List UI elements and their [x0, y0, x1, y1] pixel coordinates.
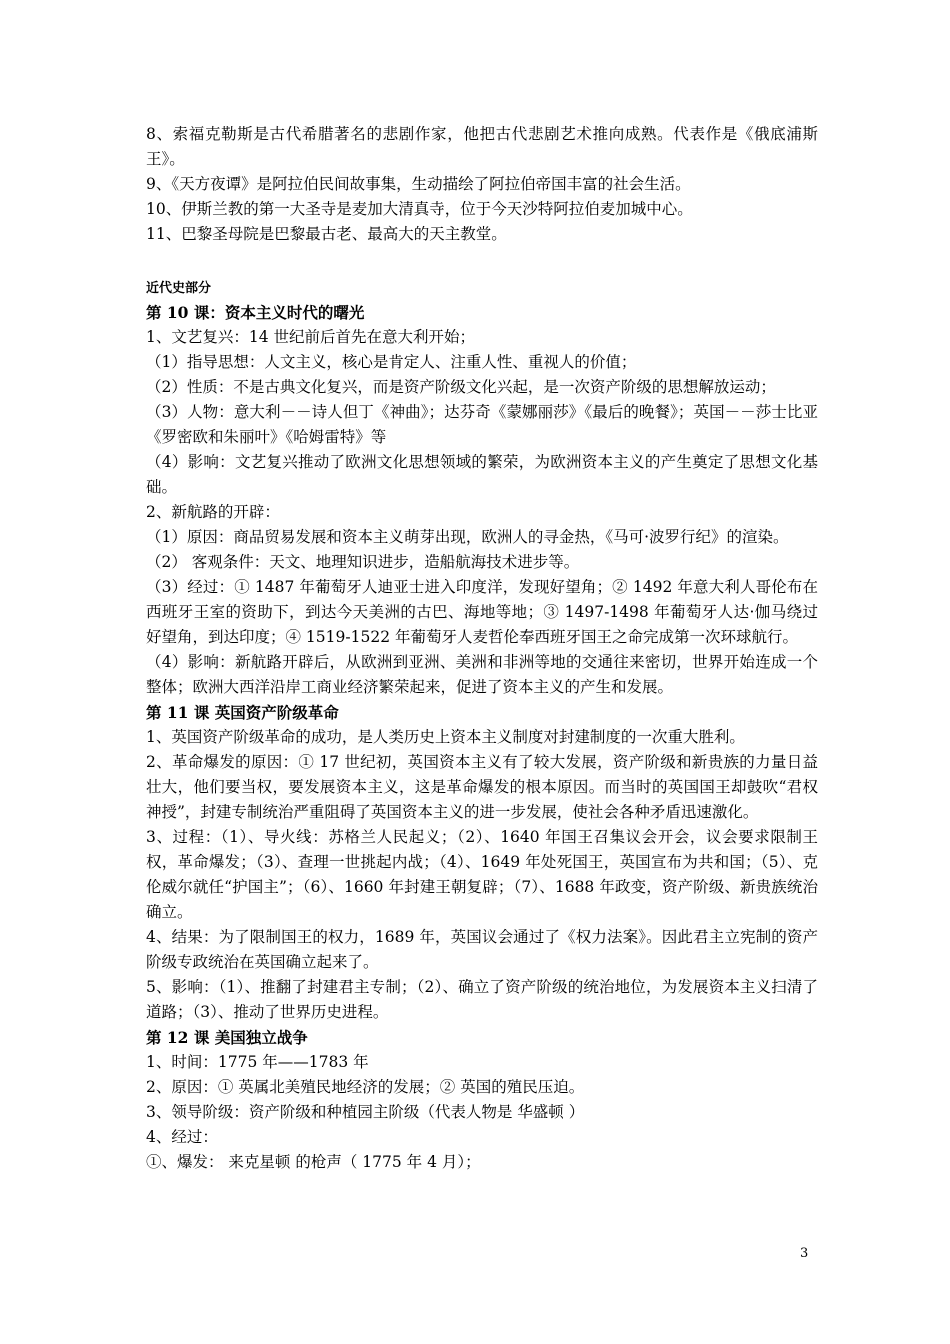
paragraph: 4、结果：为了限制国王的权力，1689 年，英国议会通过了《权力法案》。因此君主立宪制的资产阶级专政统治在英国确立起来了。 [146, 928, 818, 971]
lesson-title: 第 10 课：资本主义时代的曙光 [146, 303, 365, 322]
paragraph: （3）经过：① 1487 年葡萄牙人迪亚士进入印度洋，发现好望角；② 1492 年意大利人哥伦布在西班牙王室的资助下，到达今天美洲的古巴、海地等地；③ 1497-1498 年葡萄牙人达·伽马绕过好望角，到达印度；④ 1519-1522 年葡萄牙人麦哲伦奉西班牙国王之命完成第一次环球航行。 [146, 578, 818, 646]
paragraph: （1）指导思想：人文主义，核心是肯定人、注重人性、重视人的价值； [146, 353, 637, 371]
paragraph: 2、新航路的开辟： [146, 503, 280, 521]
paragraph: （2） 客观条件：天文、地理知识进步，造船航海技术进步等。 [146, 553, 580, 571]
paragraph: （3）人物：意大利－－诗人但丁《神曲》；达芬奇《蒙娜丽莎》《最后的晚餐》；英国－－莎士比亚《罗密欧和朱丽叶》《哈姆雷特》等 [146, 403, 818, 446]
lesson-title: 第 12 课 美国独立战争 [146, 1028, 308, 1047]
document-body [146, 122, 818, 1175]
paragraph: （2）性质：不是古典文化复兴，而是资产阶级文化兴起，是一次资产阶级的思想解放运动； [146, 378, 776, 396]
lesson-11 [146, 700, 818, 1025]
paragraph: 2、革命爆发的原因：① 17 世纪初，英国资本主义有了较大发展，资产阶级和新贵族的力量日益壮大，他们要当权，要发展资本主义，这是革命爆发的根本原因。而当时的英国国王却鼓吹“君权神授”，封建专制统治严重阻碍了英国资本主义的进一步发展，使社会各种矛盾迅速激化。 [146, 753, 818, 821]
paragraph: 1、英国资产阶级革命的成功，是人类历史上资本主义制度对封建制度的一次重大胜利。 [146, 728, 745, 746]
paragraph: 3、过程：（1）、导火线：苏格兰人民起义；（2）、1640 年国王召集议会开会，议会要求限制王权，革命爆发；（3）、查理一世挑起内战；（4）、1649 年处死国王，英国宣布为共和国；（5）、克伦威尔就任“护国主”；（6）、1660 年封建王朝复辟；（7）、1688 年政变，资产阶级、新贵族统治确立。 [146, 828, 818, 921]
paragraph: （1）原因：商品贸易发展和资本主义萌芽出现，欧洲人的寻金热，《马可·波罗行纪》的渲染。 [146, 528, 789, 546]
paragraph: 5、影响：（1）、推翻了封建君主专制；（2）、确立了资产阶级的统治地位，为发展资本主义扫清了道路；（3）、推动了世界历史进程。 [146, 978, 818, 1021]
ancient-history-items [146, 122, 818, 247]
list-item: 11、巴黎圣母院是巴黎最古老、最高大的天主教堂。 [146, 225, 507, 243]
paragraph: （4）影响：文艺复兴推动了欧洲文化思想领域的繁荣，为欧洲资本主义的产生奠定了思想文化基础。 [146, 453, 818, 496]
paragraph: ①、爆发： 来克星顿 的枪声（ 1775 年 4 月）； [146, 1153, 481, 1171]
section-label: 近代史部分 [146, 281, 212, 296]
lesson-10 [146, 300, 818, 700]
list-item: 9、《天方夜谭》是阿拉伯民间故事集，生动描绘了阿拉伯帝国丰富的社会生活。 [146, 175, 691, 193]
page-number: 3 [800, 1246, 809, 1261]
paragraph: 1、时间：1775 年——1783 年 [146, 1053, 369, 1071]
lesson-12 [146, 1025, 818, 1175]
list-item: 10、伊斯兰教的第一大圣寺是麦加大清真寺，位于今天沙特阿拉伯麦加城中心。 [146, 200, 693, 218]
lesson-title: 第 11 课 英国资产阶级革命 [146, 703, 339, 722]
list-item: 8、索福克勒斯是古代希腊著名的悲剧作家，他把古代悲剧艺术推向成熟。代表作是《俄底浦斯王》。 [146, 125, 818, 168]
paragraph: 1、文艺复兴：14 世纪前后首先在意大利开始； [146, 328, 476, 346]
paragraph: 2、原因：① 英属北美殖民地经济的发展；② 英国的殖民压迫。 [146, 1078, 585, 1096]
paragraph: 4、经过： [146, 1128, 218, 1146]
paragraph: 3、领导阶级：资产阶级和种植园主阶级（代表人物是 华盛顿 ） [146, 1103, 585, 1121]
paragraph: （4）影响：新航路开辟后，从欧洲到亚洲、美洲和非洲等地的交通往来密切，世界开始连成一个整体；欧洲大西洋沿岸工商业经济繁荣起来，促进了资本主义的产生和发展。 [146, 653, 818, 696]
